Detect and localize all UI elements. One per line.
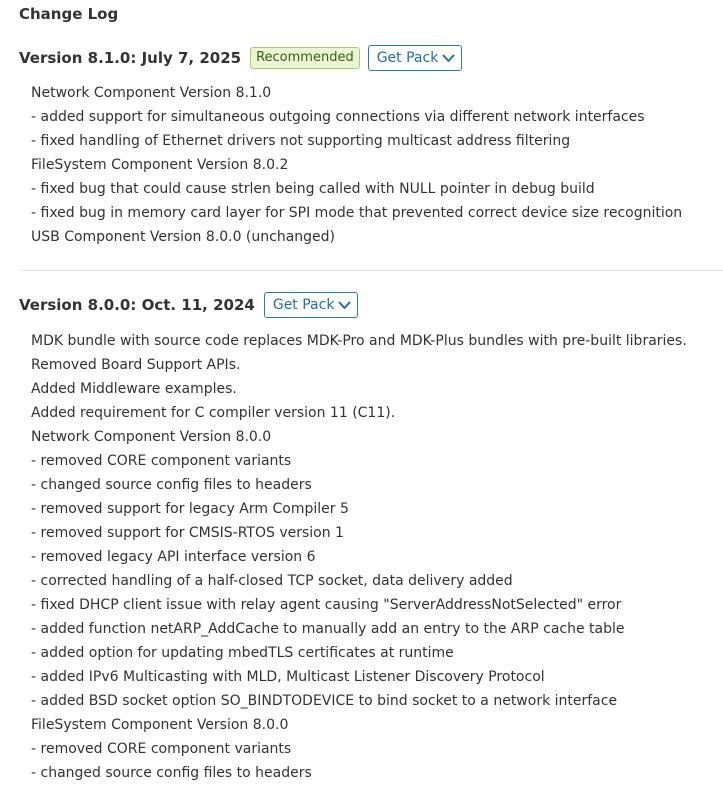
note-line: - added support for simultaneous outgoing connections via different network interfaces [31,109,645,125]
note-line: Network Component Version 8.1.0 [31,85,272,101]
note-line: - fixed bug that could cause strlen being called with NULL pointer in debug build [31,181,595,197]
note-line: USB Component Version 8.0.0 (unchanged) [31,229,336,245]
recommended-badge: Recommended [250,47,360,69]
note-line: - removed legacy API interface version 6 [31,549,316,565]
note-line: - removed support for legacy Arm Compiler 5 [31,501,349,517]
note-line: - fixed handling of Ethernet drivers not supporting multicast address filtering [31,133,571,149]
get-pack-label: Get Pack [272,297,335,313]
note-line: - added IPv6 Multicasting with MLD, Multicast Listener Discovery Protocol [31,669,545,685]
note-line: - removed support for CMSIS-RTOS version 1 [31,525,344,541]
note-line: FileSystem Component Version 8.0.0 [31,717,289,733]
note-line: Added Middleware examples. [31,381,237,397]
note-line: Network Component Version 8.0.0 [31,429,272,445]
note-line: MDK bundle with source code replaces MDK-Pro and MDK-Plus bundles with pre-built libraries. [31,333,687,349]
note-line: - changed source config files to headers [31,477,312,493]
note-line: - added BSD socket option SO_BINDTODEVICE to bind socket to a network interface [31,693,618,709]
note-line: Added requirement for C compiler version 11 (C11). [31,405,396,421]
release-notes-8-1-0 [31,81,682,249]
note-line: - removed CORE component variants [31,741,292,757]
note-line: FileSystem Component Version 8.0.2 [31,157,289,173]
release-header-8-1-0 [19,45,462,71]
section-divider [19,270,723,271]
note-line: - removed CORE component variants [31,453,292,469]
page-title: Change Log [19,5,119,23]
note-line: Removed Board Support APIs. [31,357,241,373]
note-line: - added option for updating mbedTLS certificates at runtime [31,645,454,661]
get-pack-button[interactable] [368,45,463,71]
chevron-down-icon [338,301,351,310]
version-title: Version 8.1.0: July 7, 2025 [19,49,242,67]
note-line: - changed source config files to headers [31,765,312,781]
note-line: - added function netARP_AddCache to manually add an entry to the ARP cache table [31,621,625,637]
release-header-8-0-0 [19,292,358,318]
chevron-down-icon [442,54,455,63]
get-pack-button[interactable] [264,292,359,318]
get-pack-label: Get Pack [376,50,439,66]
version-title: Version 8.0.0: Oct. 11, 2024 [19,296,255,314]
note-line: - corrected handling of a half-closed TCP socket, data delivery added [31,573,513,589]
note-line: - fixed DHCP client issue with relay agent causing "ServerAddressNotSelected" error [31,597,622,613]
note-line: - fixed bug in memory card layer for SPI mode that prevented correct device size recognition [31,205,683,221]
release-notes-8-0-0 [31,329,687,785]
